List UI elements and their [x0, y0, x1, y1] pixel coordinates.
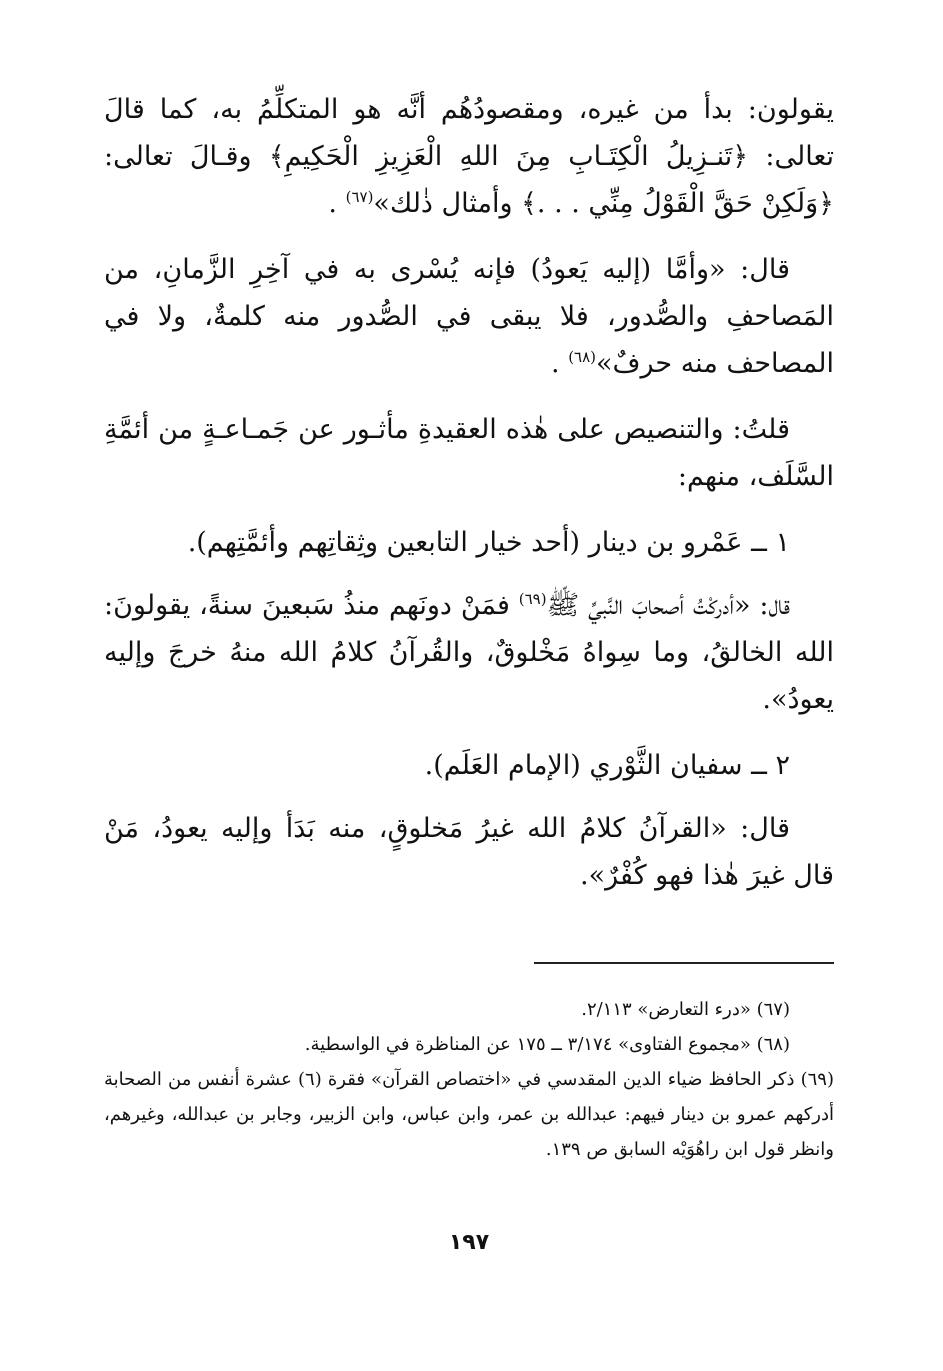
paragraph-3: قلتُ: والتنصيص على هٰذه العقيدةِ مأثـور عن جَمـاعـةٍ من أئمَّةِ السَّلَف، منهم: [104, 414, 834, 492]
list-item-1: ١ ــ عَمْرو بن دينار (أحد خيار التابعين وثِقاتِهم وأئمَّتِهم). [187, 527, 790, 558]
paragraph-1-text: يقولون: بدأ من غيره، ومقصودُهُم أنَّه هو المتكلِّمُ به، كما قالَ تعالى: ﴿تَنـزِيلُ الْكِتَـابِ مِنَ اللهِ الْعَزِيزِ الْحَكِيمِ﴾ وقـالَ تعالى: ﴿وَلَكِنْ حَقَّ الْقَوْلُ مِنِّي . . .﴾ وأمثال ذٰلك» [104, 94, 834, 219]
footnote-ref-69[interactable]: (٦٩) [518, 590, 547, 608]
page-number: ١٩٧ [448, 1230, 490, 1255]
footnote-69: (٦٩) ذكر الحافظ ضياء الدين المقدسي في «اختصاص القرآن» فقرة (٦) عشرة أنفس من الصحابة أدركهم عمرو بن دينار فيهم: عبدالله بن عمر، وابن عباس، وابن الزبير، وجابر بن عبدالله، وغيرهم، وانظر قول ابن راهُوَيْه السابق ص ١٣٩. [104, 1069, 834, 1160]
paragraph-1 [104, 86, 834, 227]
paragraph-1-end: . [328, 188, 337, 219]
paragraph-4-text-b: فمَنْ دونَهم منذُ سَبعينَ سنةً، يقولونَ: الله الخالقُ، وما سِواهُ مَخْلوقٌ، والقُرآنُ كلامُ الله منهُ خرجَ وإليه يعودُ». [104, 590, 834, 715]
paragraph-5: قال: «القرآنُ كلامُ الله غيرُ مَخلوقٍ، منه بَدَأ وإليه يعودُ، مَنْ قال غيرَ هٰذا فهو كُفْرٌ». [104, 813, 834, 891]
footnote-ref-68[interactable]: (٦٨) [568, 348, 597, 366]
paragraph-2-text: قال: «وأمَّا (إليه يَعودُ) فإنه يُسْرى به في آخِرِ الزَّمانِ، من المَصاحفِ والصُّدور، فلا يبقى في الصُّدور منه كلمةٌ، ولا في المصاحف منه حرفٌ» [104, 254, 834, 379]
footnotes [104, 992, 834, 1167]
footnote-ref-67[interactable]: (٦٧) [345, 188, 374, 206]
footnote-divider [534, 962, 834, 964]
paragraph-2 [104, 246, 834, 387]
book-page [104, 86, 834, 1286]
footnote-68: (٦٨) «مجموع الفتاوى» ٣/١٧٤ ــ ١٧٥ عن المناظرة في الواسطية. [304, 1034, 790, 1055]
paragraph-4 [104, 582, 834, 723]
footnote-67: (٦٧) «درء التعارض» ٢/١١٣. [581, 999, 790, 1020]
paragraph-2-end: . [551, 348, 560, 379]
list-item-2: ٢ ــ سفيان الثَّوْري (الإمام العَلَم). [424, 750, 790, 781]
paragraph-4-text-a: قال: «أدركْتُ أصحابَ النَّبيِّ ﷺ [546, 590, 790, 621]
